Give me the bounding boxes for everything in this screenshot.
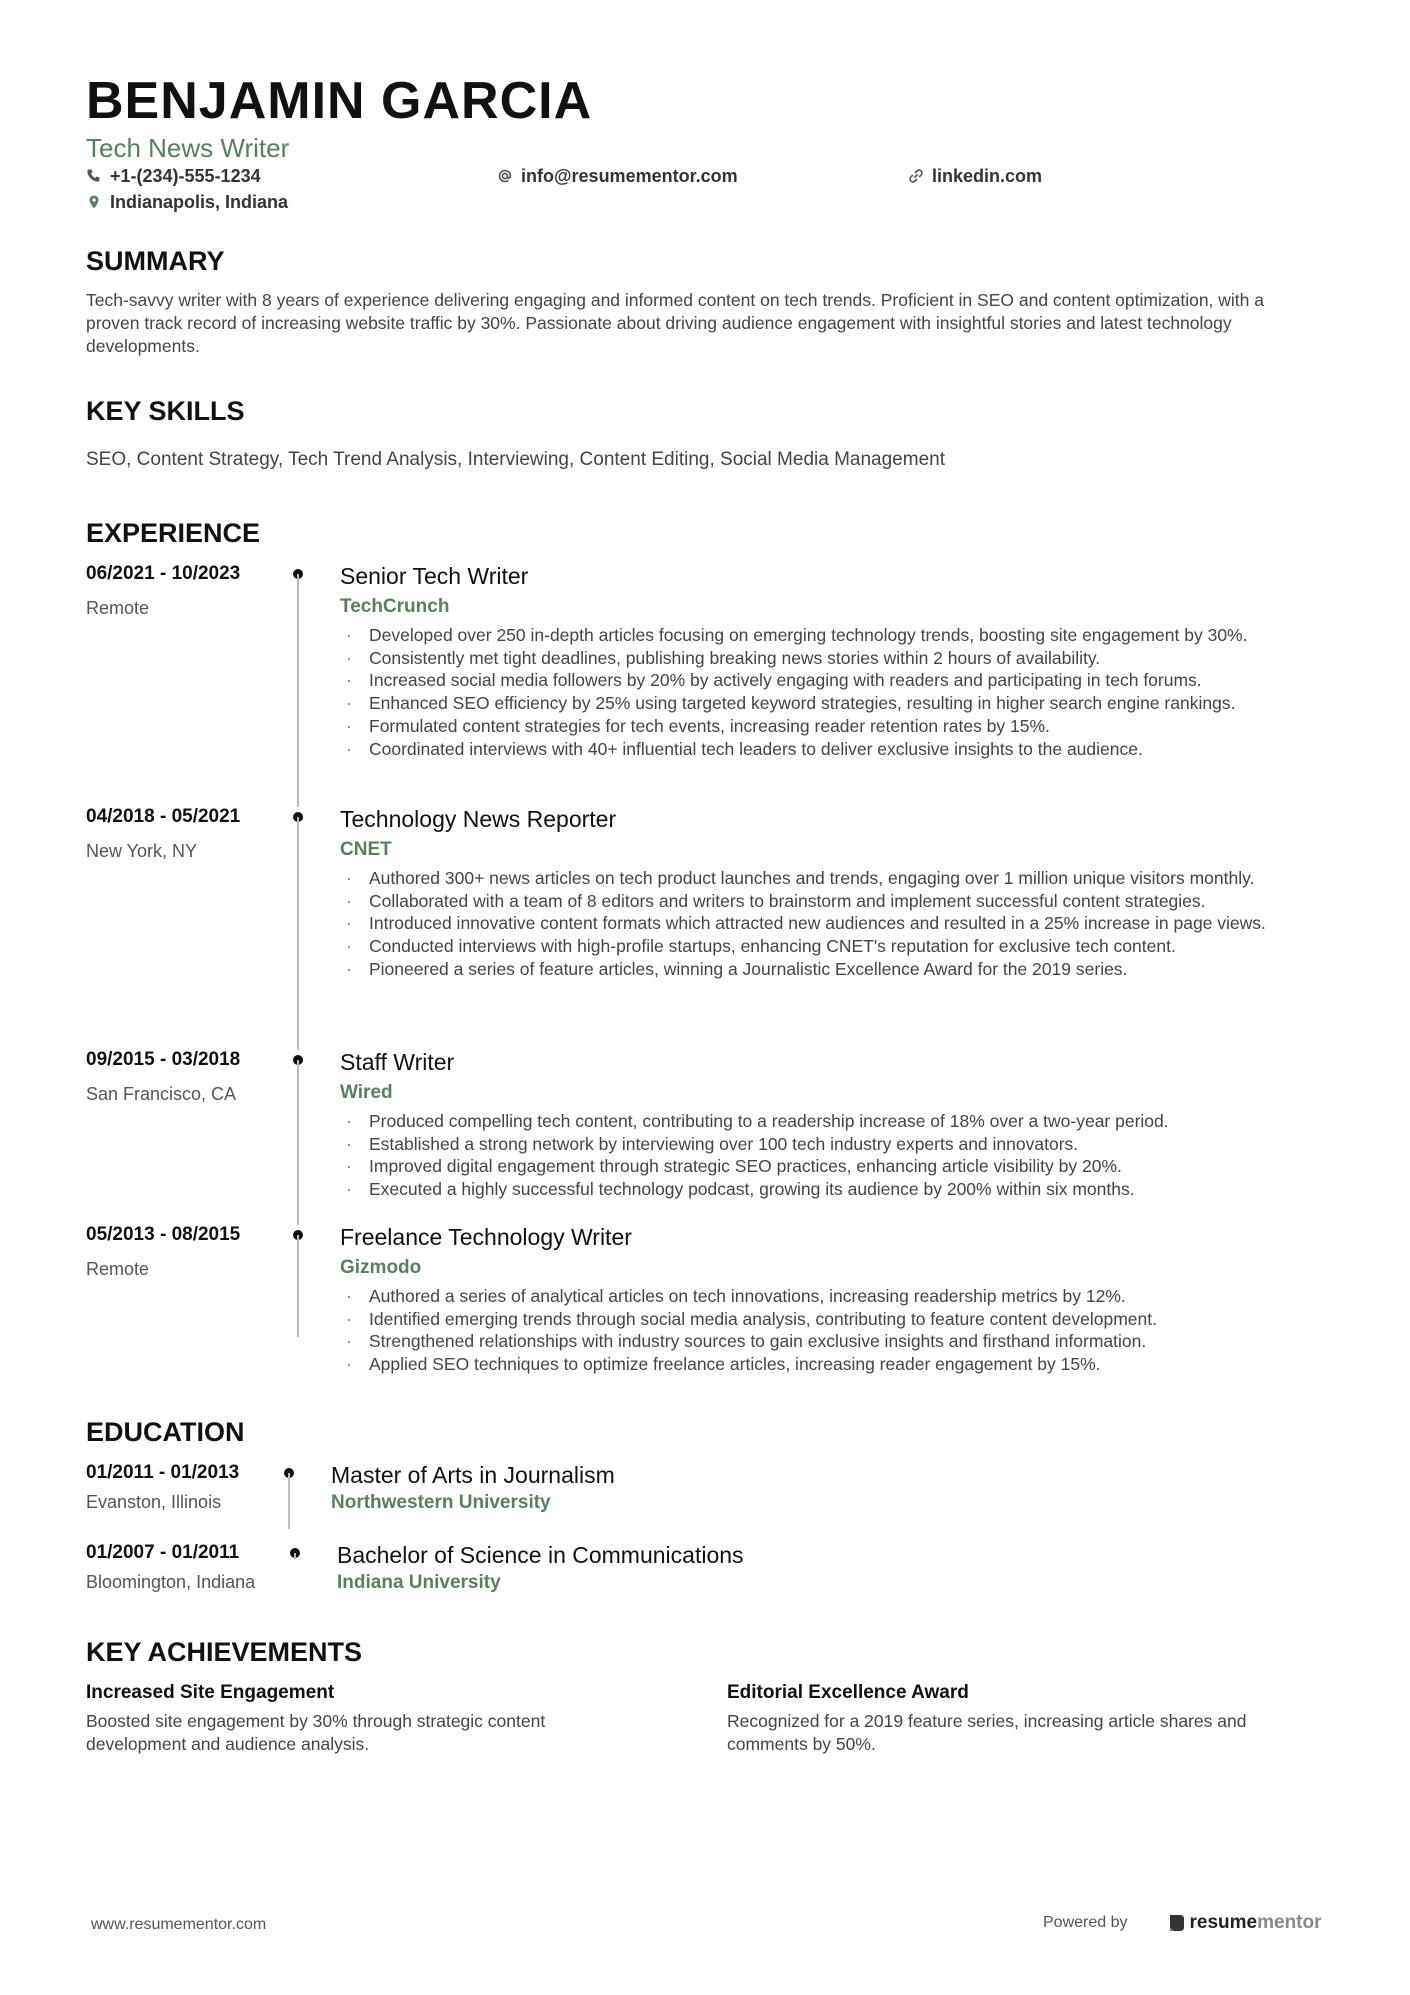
bullet-item: · Enhanced SEO efficiency by 25% using targeted keyword strategies, resulting in higher search engine rankings. [340,692,1340,715]
experience-company: Gizmodo [340,1257,422,1278]
timeline-line [297,817,299,1050]
timeline-line [294,1553,296,1559]
skills-text: SEO, Content Strategy, Tech Trend Analysis, Interviewing, Content Editing, Social Media Management [86,449,945,470]
experience-location: New York, NY [86,841,198,861]
achievement-title: Editorial Excellence Award [727,1682,969,1703]
experience-heading: EXPERIENCE [86,518,261,548]
education-location: Evanston, Illinois [86,1492,222,1512]
location-pin-icon [86,194,102,210]
achievement-item [86,1681,686,1756]
experience-bullets [340,867,1340,981]
brand-name-main: resume [1189,1912,1258,1933]
experience-dates: 04/2018 - 05/2021 [86,806,241,827]
link-icon [908,168,924,184]
achievement-title: Increased Site Engagement [86,1682,335,1703]
education-school: Northwestern University [331,1492,551,1513]
bullet-item: · Introduced innovative content formats which attracted new audiences and resulted in a 25% increase in page views. [340,912,1340,935]
bullet-item: · Coordinated interviews with 40+ influential tech leaders to deliver exclusive insights to the audience. [340,738,1340,761]
skills-heading: KEY SKILLS [86,396,245,426]
achievement-text: Boosted site engagement by 30% through strategic content development and audience analysis. [86,1711,546,1754]
contact-phone [86,165,261,187]
timeline-line [297,574,299,807]
education-dates: 01/2011 - 01/2013 [86,1462,240,1483]
bullet-item: · Established a strong network by interviewing over 100 tech industry experts and innovators. [340,1133,1340,1156]
at-icon [497,168,513,184]
brand-logo[interactable] [1168,1911,1322,1935]
brand-name-accent: mentor [1257,1912,1322,1933]
experience-company: CNET [340,839,392,860]
experience-company: Wired [340,1082,393,1103]
experience-bullets [340,1110,1340,1201]
bullet-item: · Strengthened relationships with industry sources to gain exclusive insights and firsthand information. [340,1330,1340,1353]
linkedin-link[interactable]: linkedin.com [932,166,1043,186]
education-degree: Master of Arts in Journalism [331,1462,615,1488]
education-dates: 01/2007 - 01/2011 [86,1542,240,1563]
bullet-item: · Conducted interviews with high-profile startups, enhancing CNET's reputation for exclusive tech content. [340,935,1340,958]
education-school: Indiana University [337,1572,501,1593]
footer-branding [1043,1911,1322,1935]
bullet-item: · Applied SEO techniques to optimize freelance articles, increasing reader engagement by 15%. [340,1353,1340,1376]
education-heading: EDUCATION [86,1417,245,1447]
experience-role: Senior Tech Writer [340,563,529,589]
achievement-text: Recognized for a 2019 feature series, increasing article shares and comments by 50%. [727,1711,1247,1754]
contact-email [497,165,738,187]
bullet-item: · Collaborated with a team of 8 editors and writers to brainstorm and implement successful content strategies. [340,890,1340,913]
contact-linkedin [908,165,1042,187]
bullet-item: · Developed over 250 in-depth articles focusing on emerging technology trends, boosting site engagement by 30%. [340,624,1340,647]
summary-heading: SUMMARY [86,246,225,276]
bullet-item: · Produced compelling tech content, contributing to a readership increase of 18% over a two-year period. [340,1110,1340,1133]
resumementor-logo-icon [1168,1913,1186,1933]
experience-bullets [340,1285,1340,1376]
timeline-line [297,1060,299,1225]
achievements-heading: KEY ACHIEVEMENTS [86,1637,363,1667]
experience-role: Staff Writer [340,1049,455,1075]
education-location: Bloomington, Indiana [86,1572,256,1592]
phone-icon [86,168,102,184]
candidate-title: Tech News Writer [86,133,290,163]
candidate-name: BENJAMIN GARCIA [86,72,593,130]
bullet-item: · Authored 300+ news articles on tech product launches and trends, engaging over 1 million unique visitors monthly. [340,867,1340,890]
bullet-item: · Authored a series of analytical articles on tech innovations, increasing readership metrics by 12%. [340,1285,1340,1308]
experience-role: Freelance Technology Writer [340,1224,632,1250]
summary-text: Tech-savvy writer with 8 years of experience delivering engaging and informed content on tech trends. Proficient in SEO and content optimization, with a proven track record of increasing website traffic by 30%. Passionate about driving audience engagement with insightful stories and latest technology developments. [86,290,1264,356]
contact-location [86,191,288,213]
powered-by-label: Powered by [1043,1914,1128,1931]
bullet-item: · Increased social media followers by 20% by actively engaging with readers and participating in tech forums. [340,669,1340,692]
bullet-item: · Improved digital engagement through strategic SEO practices, enhancing article visibility by 20%. [340,1155,1340,1178]
phone-text: +1-(234)-555-1234 [110,166,261,186]
bullet-item: · Consistently met tight deadlines, publishing breaking news stories within 2 hours of availability. [340,647,1340,670]
bullet-item: · Formulated content strategies for tech events, increasing reader retention rates by 15%. [340,715,1340,738]
achievement-item [727,1681,1327,1756]
experience-location: Remote [86,598,150,618]
timeline-line [288,1473,290,1529]
experience-dates: 06/2021 - 10/2023 [86,563,241,584]
experience-company: TechCrunch [340,596,450,617]
bullet-item: · Executed a highly successful technology podcast, growing its audience by 200% within six months. [340,1178,1340,1201]
experience-location: San Francisco, CA [86,1084,237,1104]
timeline-line [297,1235,299,1337]
experience-location: Remote [86,1259,150,1279]
experience-bullets [340,624,1340,760]
email-link[interactable]: info@resumementor.com [521,166,738,186]
footer-website[interactable]: www.resumementor.com [91,1916,267,1933]
experience-dates: 05/2013 - 08/2015 [86,1224,241,1245]
experience-dates: 09/2015 - 03/2018 [86,1049,241,1070]
bullet-item: · Identified emerging trends through social media analysis, contributing to feature content development. [340,1308,1340,1331]
education-degree: Bachelor of Science in Communications [337,1542,744,1568]
location-text: Indianapolis, Indiana [110,192,289,212]
experience-role: Technology News Reporter [340,806,617,832]
bullet-item: · Pioneered a series of feature articles, winning a Journalistic Excellence Award for the 2019 series. [340,958,1340,981]
